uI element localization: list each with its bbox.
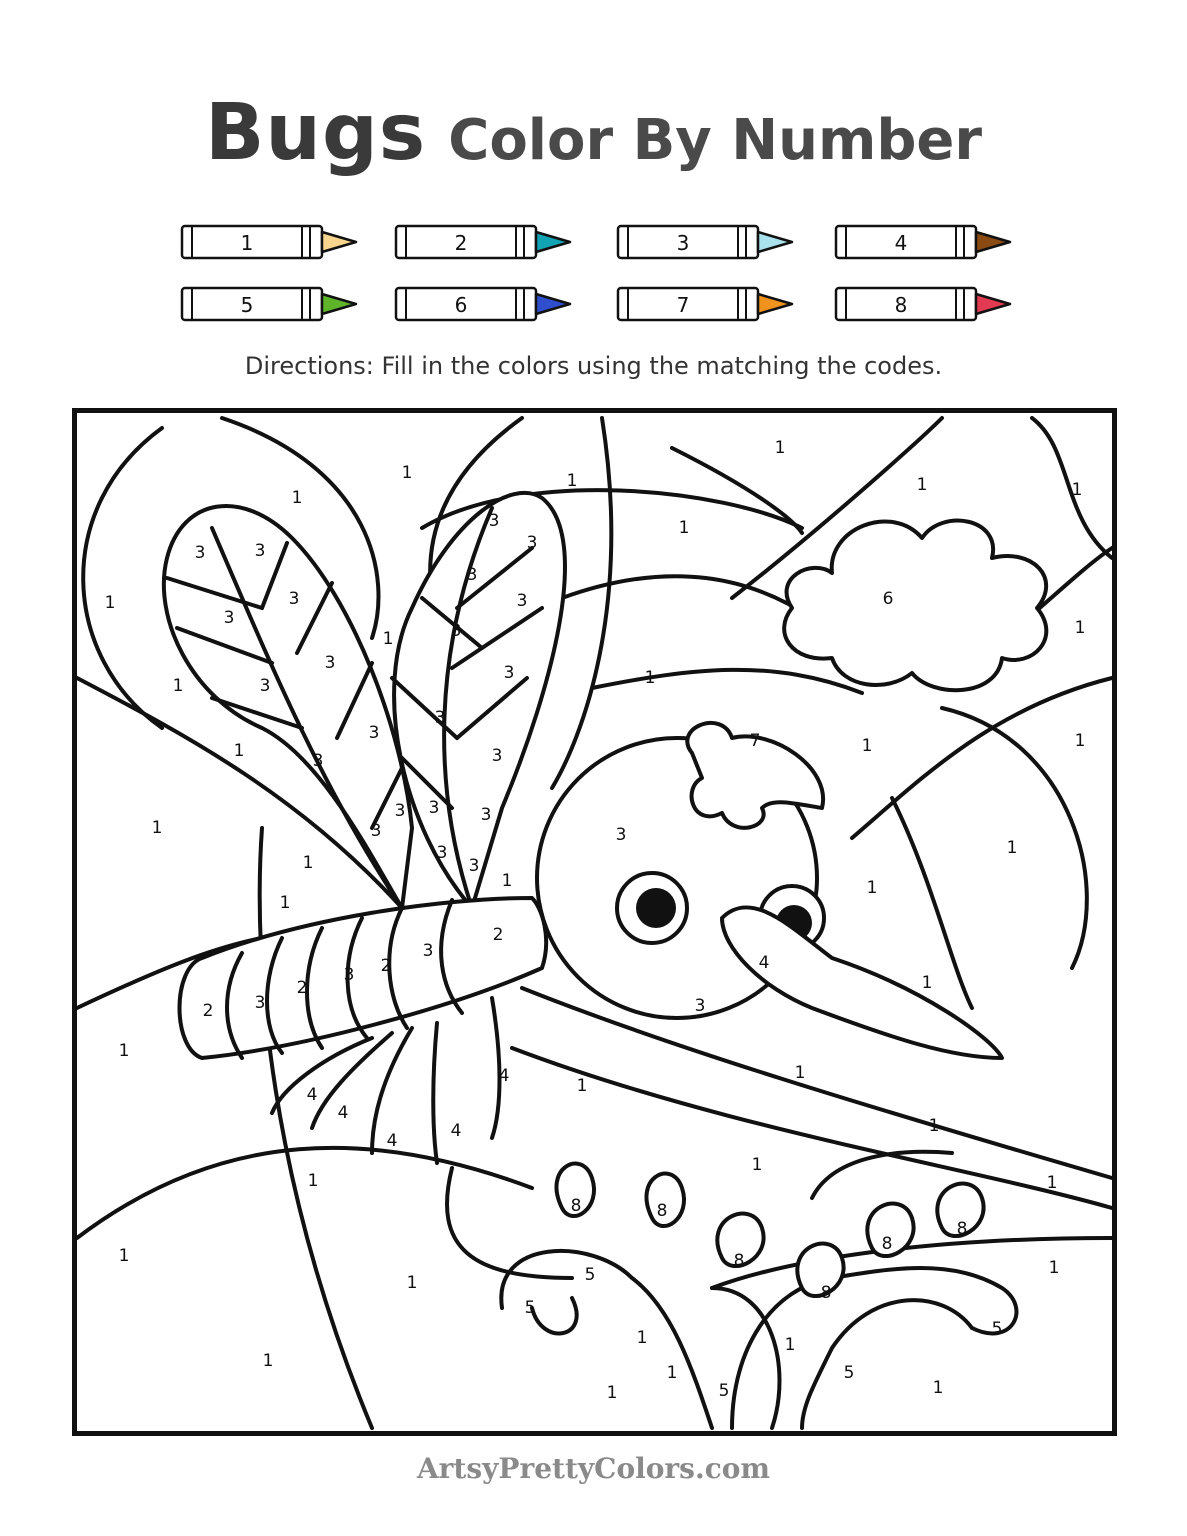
region-number-wing: 3 bbox=[223, 608, 235, 628]
region-number-head: 3 bbox=[694, 996, 706, 1016]
region-number-sky: 1 bbox=[644, 668, 656, 688]
bg-line bbox=[512, 1048, 1112, 1208]
region-number-sky: 1 bbox=[118, 1041, 130, 1061]
region-number-sky: 1 bbox=[932, 1378, 944, 1398]
region-number-sky: 1 bbox=[636, 1328, 648, 1348]
crayon-number: 6 bbox=[454, 293, 468, 317]
region-number-wing: 3 bbox=[480, 805, 492, 825]
crayon-1 bbox=[182, 226, 356, 258]
region-number-wing: 3 bbox=[516, 591, 528, 611]
region-number-vine: 5 bbox=[584, 1265, 596, 1285]
region-number-head: 3 bbox=[615, 825, 627, 845]
crayon-number: 2 bbox=[454, 231, 468, 255]
region-number-sky: 1 bbox=[678, 518, 690, 538]
region-number-wing: 3 bbox=[324, 653, 336, 673]
region-number-vine: 5 bbox=[524, 1298, 536, 1318]
region-number-leg: 4 bbox=[306, 1085, 318, 1105]
bg-line bbox=[83, 428, 162, 728]
region-number-wing: 3 bbox=[259, 676, 271, 696]
region-number-leg: 4 bbox=[386, 1131, 398, 1151]
region-number-body_b: 3 bbox=[422, 941, 434, 961]
region-number-sky: 1 bbox=[606, 1383, 618, 1403]
region-number-sky: 1 bbox=[401, 463, 413, 483]
region-number-vine: 5 bbox=[718, 1381, 730, 1401]
region-number-vine: 5 bbox=[991, 1319, 1003, 1339]
crayon-6 bbox=[396, 288, 570, 320]
crayon-7 bbox=[618, 288, 792, 320]
region-number-sky: 1 bbox=[118, 1246, 130, 1266]
region-number-sky: 1 bbox=[172, 676, 184, 696]
region-number-leaf: 8 bbox=[881, 1234, 893, 1254]
region-number-sky: 1 bbox=[1006, 838, 1018, 858]
region-number-sky: 1 bbox=[928, 1116, 940, 1136]
region-number-leaf: 8 bbox=[733, 1251, 745, 1271]
region-number-leg: 4 bbox=[337, 1103, 349, 1123]
crayon-number: 4 bbox=[894, 231, 908, 255]
region-number-body_b: 3 bbox=[254, 993, 266, 1013]
region-number-sky: 1 bbox=[151, 818, 163, 838]
region-number-sky: 1 bbox=[302, 853, 314, 873]
crayon-2 bbox=[396, 226, 570, 258]
region-number-vine: 5 bbox=[843, 1363, 855, 1383]
crayon-legend bbox=[0, 216, 1187, 336]
region-number-sky: 1 bbox=[666, 1363, 678, 1383]
bg-line bbox=[562, 576, 812, 618]
directions-text: Directions: Fill in the colors using the matching the codes. bbox=[244, 352, 943, 380]
region-number-leg: 4 bbox=[498, 1066, 510, 1086]
region-number-sky: 1 bbox=[566, 471, 578, 491]
region-number-wing: 3 bbox=[254, 541, 266, 561]
region-number-wing: 3 bbox=[434, 708, 446, 728]
region-number-sky: 1 bbox=[291, 488, 303, 508]
region-number-sky: 1 bbox=[1074, 731, 1086, 751]
region-number-sky: 1 bbox=[1071, 480, 1083, 500]
region-number-sky: 1 bbox=[784, 1335, 796, 1355]
region-number-sky: 1 bbox=[794, 1063, 806, 1083]
region-number-leaf: 8 bbox=[570, 1196, 582, 1216]
region-number-sky: 1 bbox=[866, 878, 878, 898]
region-number-body_a: 2 bbox=[202, 1001, 214, 1021]
vine bbox=[501, 1251, 1016, 1428]
region-number-sky: 1 bbox=[233, 741, 245, 761]
region-number-wing: 3 bbox=[488, 511, 500, 531]
region-number-sky: 1 bbox=[751, 1155, 763, 1175]
region-number-sky: 1 bbox=[382, 629, 394, 649]
region-number-sky: 1 bbox=[104, 593, 116, 613]
region-number-wing: 3 bbox=[503, 663, 515, 683]
region-number-body_b: 3 bbox=[343, 965, 355, 985]
region-number-wing: 3 bbox=[526, 533, 538, 553]
region-number-sky: 1 bbox=[1048, 1258, 1060, 1278]
bg-line bbox=[712, 1288, 780, 1428]
region-number-wing: 3 bbox=[312, 751, 324, 771]
region-number-sky: 1 bbox=[576, 1076, 588, 1096]
region-number-body_a: 2 bbox=[380, 956, 392, 976]
crayon-number: 3 bbox=[676, 231, 690, 255]
crayon-number: 1 bbox=[240, 231, 254, 255]
region-number-sky: 1 bbox=[262, 1351, 274, 1371]
region-number-sky: 1 bbox=[861, 736, 873, 756]
region-number-wing: 3 bbox=[468, 856, 480, 876]
region-number-wing: 3 bbox=[436, 843, 448, 863]
region-number-sky: 1 bbox=[1074, 618, 1086, 638]
region-number-wing: 3 bbox=[428, 798, 440, 818]
region-number-wing: 3 bbox=[466, 565, 478, 585]
region-number-wing: 3 bbox=[288, 589, 300, 609]
bg-line bbox=[447, 1168, 572, 1278]
region-number-sky: 1 bbox=[406, 1273, 418, 1293]
crayon-number: 5 bbox=[240, 293, 254, 317]
region-number-wing: 3 bbox=[394, 801, 406, 821]
coloring-artwork bbox=[72, 408, 1117, 1436]
region-number-wing: 3 bbox=[450, 621, 462, 641]
bg-line bbox=[852, 678, 1112, 838]
region-number-wing: 3 bbox=[194, 543, 206, 563]
crayon-4 bbox=[836, 226, 1010, 258]
region-number-leaf: 8 bbox=[656, 1201, 668, 1221]
region-number-proboscis: 4 bbox=[758, 953, 770, 973]
region-number-leg: 4 bbox=[450, 1121, 462, 1141]
region-number-sky: 1 bbox=[916, 475, 928, 495]
region-number-leaf: 8 bbox=[956, 1219, 968, 1239]
cloud-outline bbox=[784, 521, 1046, 691]
title-color-by-number: Color By Number bbox=[448, 108, 983, 173]
region-number-sky: 1 bbox=[921, 973, 933, 993]
region-number-sky: 1 bbox=[279, 893, 291, 913]
crayon-number: 7 bbox=[676, 293, 690, 317]
region-number-leaf: 8 bbox=[820, 1283, 832, 1303]
region-number-sky: 1 bbox=[774, 438, 786, 458]
region-number-wing: 3 bbox=[370, 821, 382, 841]
region-number-sky: 1 bbox=[501, 871, 513, 891]
region-number-body_a: 2 bbox=[492, 925, 504, 945]
leg bbox=[433, 1023, 437, 1163]
region-number-body_a: 2 bbox=[296, 978, 308, 998]
region-number-sky: 1 bbox=[307, 1171, 319, 1191]
site-footer: ArtsyPrettyColors.com bbox=[416, 1452, 771, 1485]
title-bugs: Bugs bbox=[204, 88, 427, 178]
region-number-eye_spot: 7 bbox=[749, 731, 761, 751]
region-number-wing: 3 bbox=[368, 723, 380, 743]
region-number-wing: 3 bbox=[491, 746, 503, 766]
crayon-8 bbox=[836, 288, 1010, 320]
bg-line bbox=[812, 1152, 952, 1198]
crayon-3 bbox=[618, 226, 792, 258]
crayon-5 bbox=[182, 288, 356, 320]
bg-line bbox=[592, 670, 862, 693]
page-title bbox=[0, 88, 1187, 178]
region-number-sky: 1 bbox=[1046, 1173, 1058, 1193]
region-number-cloud: 6 bbox=[882, 589, 894, 609]
crayon-number: 8 bbox=[894, 293, 908, 317]
